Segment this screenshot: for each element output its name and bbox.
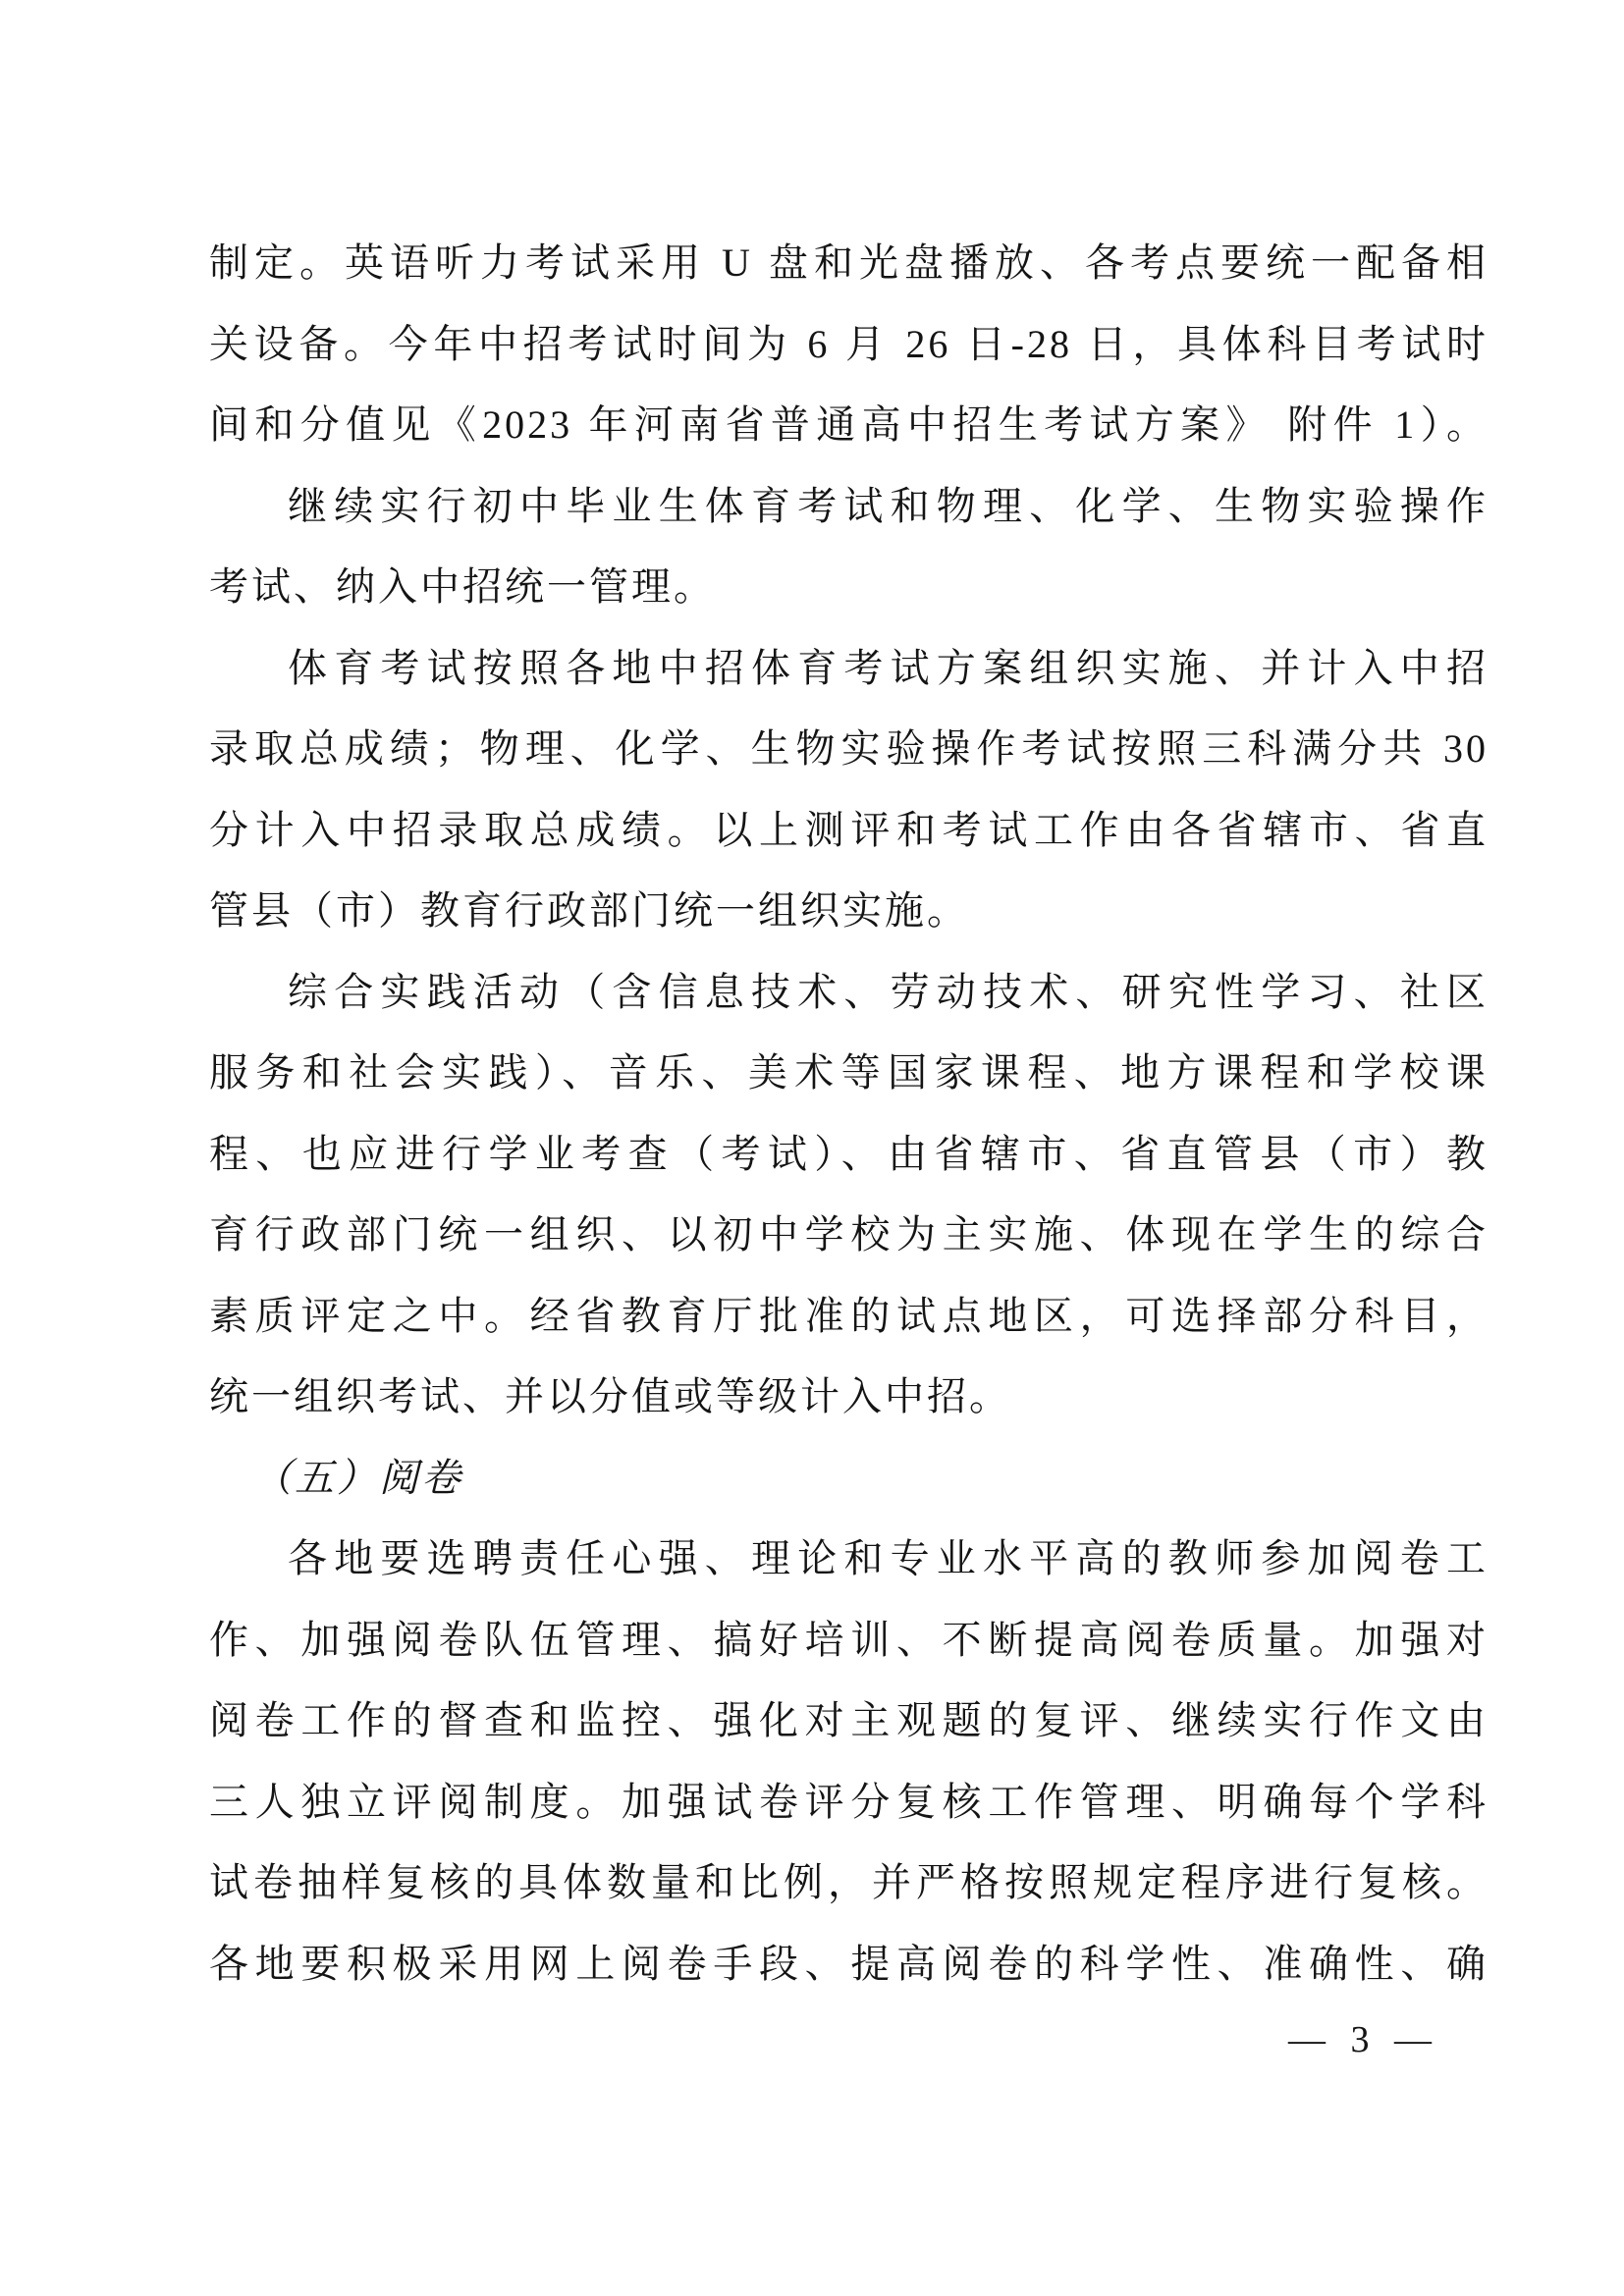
text-line: 素质评定之中。经省教育厅批准的试点地区，可选择部分科目，	[209, 1293, 1489, 1338]
text-line: 各地要选聘责任心强、理论和专业水平高的教师参加阅卷工	[288, 1536, 1489, 1580]
text-line: 程、也应进行学业考查（考试）、由省辖市、省直管县（市）教	[209, 1131, 1489, 1176]
text-line: 三人独立评阅制度。加强试卷评分复核工作管理、明确每个学科	[209, 1779, 1489, 1824]
text-line: 继续实行初中毕业生体育考试和物理、化学、生物实验操作	[288, 483, 1489, 528]
text-line: 试卷抽样复核的具体数量和比例，并严格按照规定程序进行复核。	[209, 1860, 1489, 1904]
text-line: 录取总成绩；物理、化学、生物实验操作考试按照三科满分共 30	[209, 726, 1489, 771]
text-line: 关设备。今年中招考试时间为 6 月 26 日-28 日，具体科目考试时	[209, 321, 1489, 366]
text-line: 体育考试按照各地中招体育考试方案组织实施、并计入中招	[288, 645, 1489, 690]
text-line: 服务和社会实践）、音乐、美术等国家课程、地方课程和学校课	[209, 1050, 1489, 1095]
text-line: 育行政部门统一组织、以初中学校为主实施、体现在学生的综合	[209, 1212, 1489, 1256]
text-line: 阅卷工作的督查和监控、强化对主观题的复评、继续实行作文由	[209, 1698, 1489, 1742]
text-line: 制定。英语听力考试采用 U 盘和光盘播放、各考点要统一配备相	[209, 240, 1489, 285]
page-number: — 3 —	[1288, 2019, 1439, 2060]
section-heading: （五）阅卷	[252, 1455, 463, 1500]
text-line: 分计入中招录取总成绩。以上测评和考试工作由各省辖市、省直	[209, 807, 1489, 852]
text-line: 各地要积极采用网上阅卷手段、提高阅卷的科学性、准确性、确	[209, 1941, 1489, 1986]
text-line: 统一组织考试、并以分值或等级计入中招。	[209, 1374, 1011, 1418]
text-line: 作、加强阅卷队伍管理、搞好培训、不断提高阅卷质量。加强对	[209, 1617, 1489, 1662]
text-line: 管县（市）教育行政部门统一组织实施。	[209, 888, 969, 933]
text-line: 综合实践活动（含信息技术、劳动技术、研究性学习、社区	[288, 969, 1489, 1014]
text-line: 间和分值见《2023 年河南省普通高中招生考试方案》 附件 1）。	[209, 402, 1489, 447]
text-line: 考试、纳入中招统一管理。	[209, 564, 716, 609]
document-body	[209, 223, 1489, 2004]
